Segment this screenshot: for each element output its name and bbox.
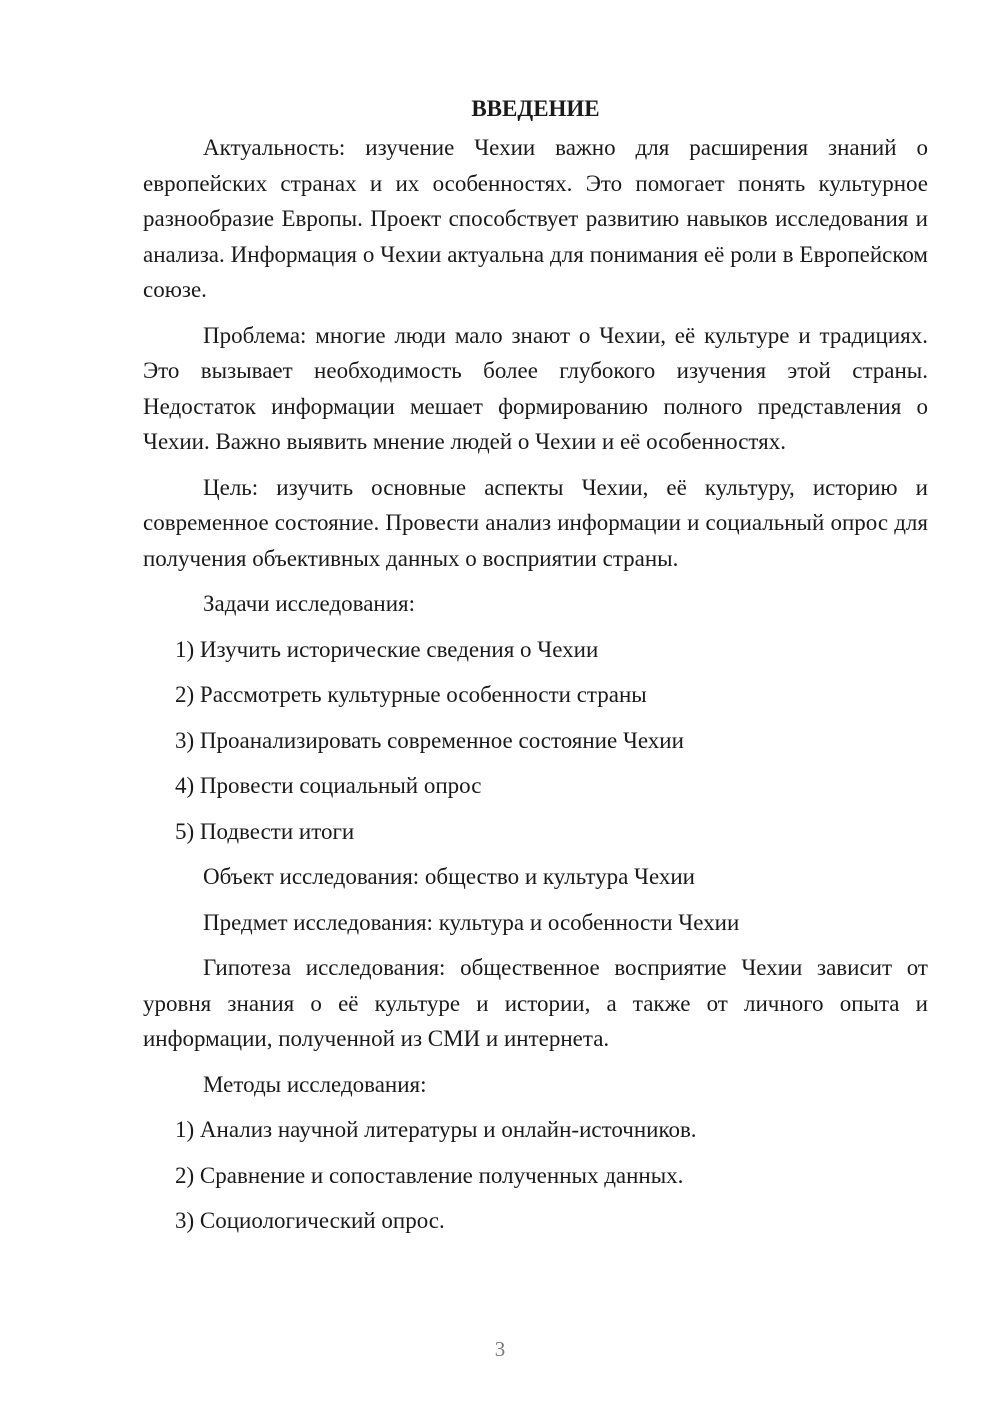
- tasks-heading: Задачи исследования:: [203, 591, 416, 616]
- method-item: 2) Сравнение и сопоставление полученных данных.: [175, 1162, 684, 1188]
- document-title: ВВЕДЕНИЕ: [471, 96, 600, 121]
- task-item: 3) Проанализировать современное состояние Чехии: [175, 727, 684, 753]
- task-item: 2) Рассмотреть культурные особенности страны: [175, 682, 647, 707]
- relevance-paragraph: Актуальность: изучение Чехии важно для расширения знаний о европейских странах и их особенностях. Это помогает понять культурное разнообразие Европы. Проект способствует развитию навыков исследования и анализа. Информация о Чехии актуальна для понимания её роли в Европейском союзе.: [143, 135, 928, 302]
- task-item: 4) Провести социальный опрос: [175, 773, 482, 798]
- goal-paragraph: Цель: изучить основные аспекты Чехии, её культуру, историю и современное состояние. Провести анализ информации и социальный опрос для получения объективных данных о восприятии страны.: [143, 474, 928, 571]
- method-item: 3) Социологический опрос.: [175, 1208, 445, 1233]
- problem-paragraph: Проблема: многие люди мало знают о Чехии, её культуре и традициях. Это вызывает необходимость более глубокого изучения этой страны. Недостаток информации мешает формированию полного представления о Чехии. Важно выявить мнение людей о Чехии и её особенностях.: [143, 322, 928, 454]
- task-item: 5) Подвести итоги: [175, 818, 355, 844]
- hypothesis-paragraph: Гипотеза исследования: общественное восприятие Чехии зависит от уровня знания о её культуре и истории, а также от личного опыта и информации, полученной из СМИ и интернета.: [143, 955, 928, 1051]
- research-subject: Предмет исследования: культура и особенности Чехии: [203, 909, 740, 935]
- methods-list: [143, 1112, 928, 1249]
- research-object: Объект исследования: общество и культура Чехии: [203, 864, 695, 889]
- tasks-list: [143, 632, 928, 860]
- method-item: 1) Анализ научной литературы и онлайн-источников.: [175, 1117, 697, 1142]
- document-page: [143, 92, 928, 1249]
- page-number: 3: [494, 1337, 506, 1361]
- task-item: 1) Изучить исторические сведения о Чехии: [175, 636, 599, 662]
- methods-heading: Методы исследования:: [203, 1071, 427, 1097]
